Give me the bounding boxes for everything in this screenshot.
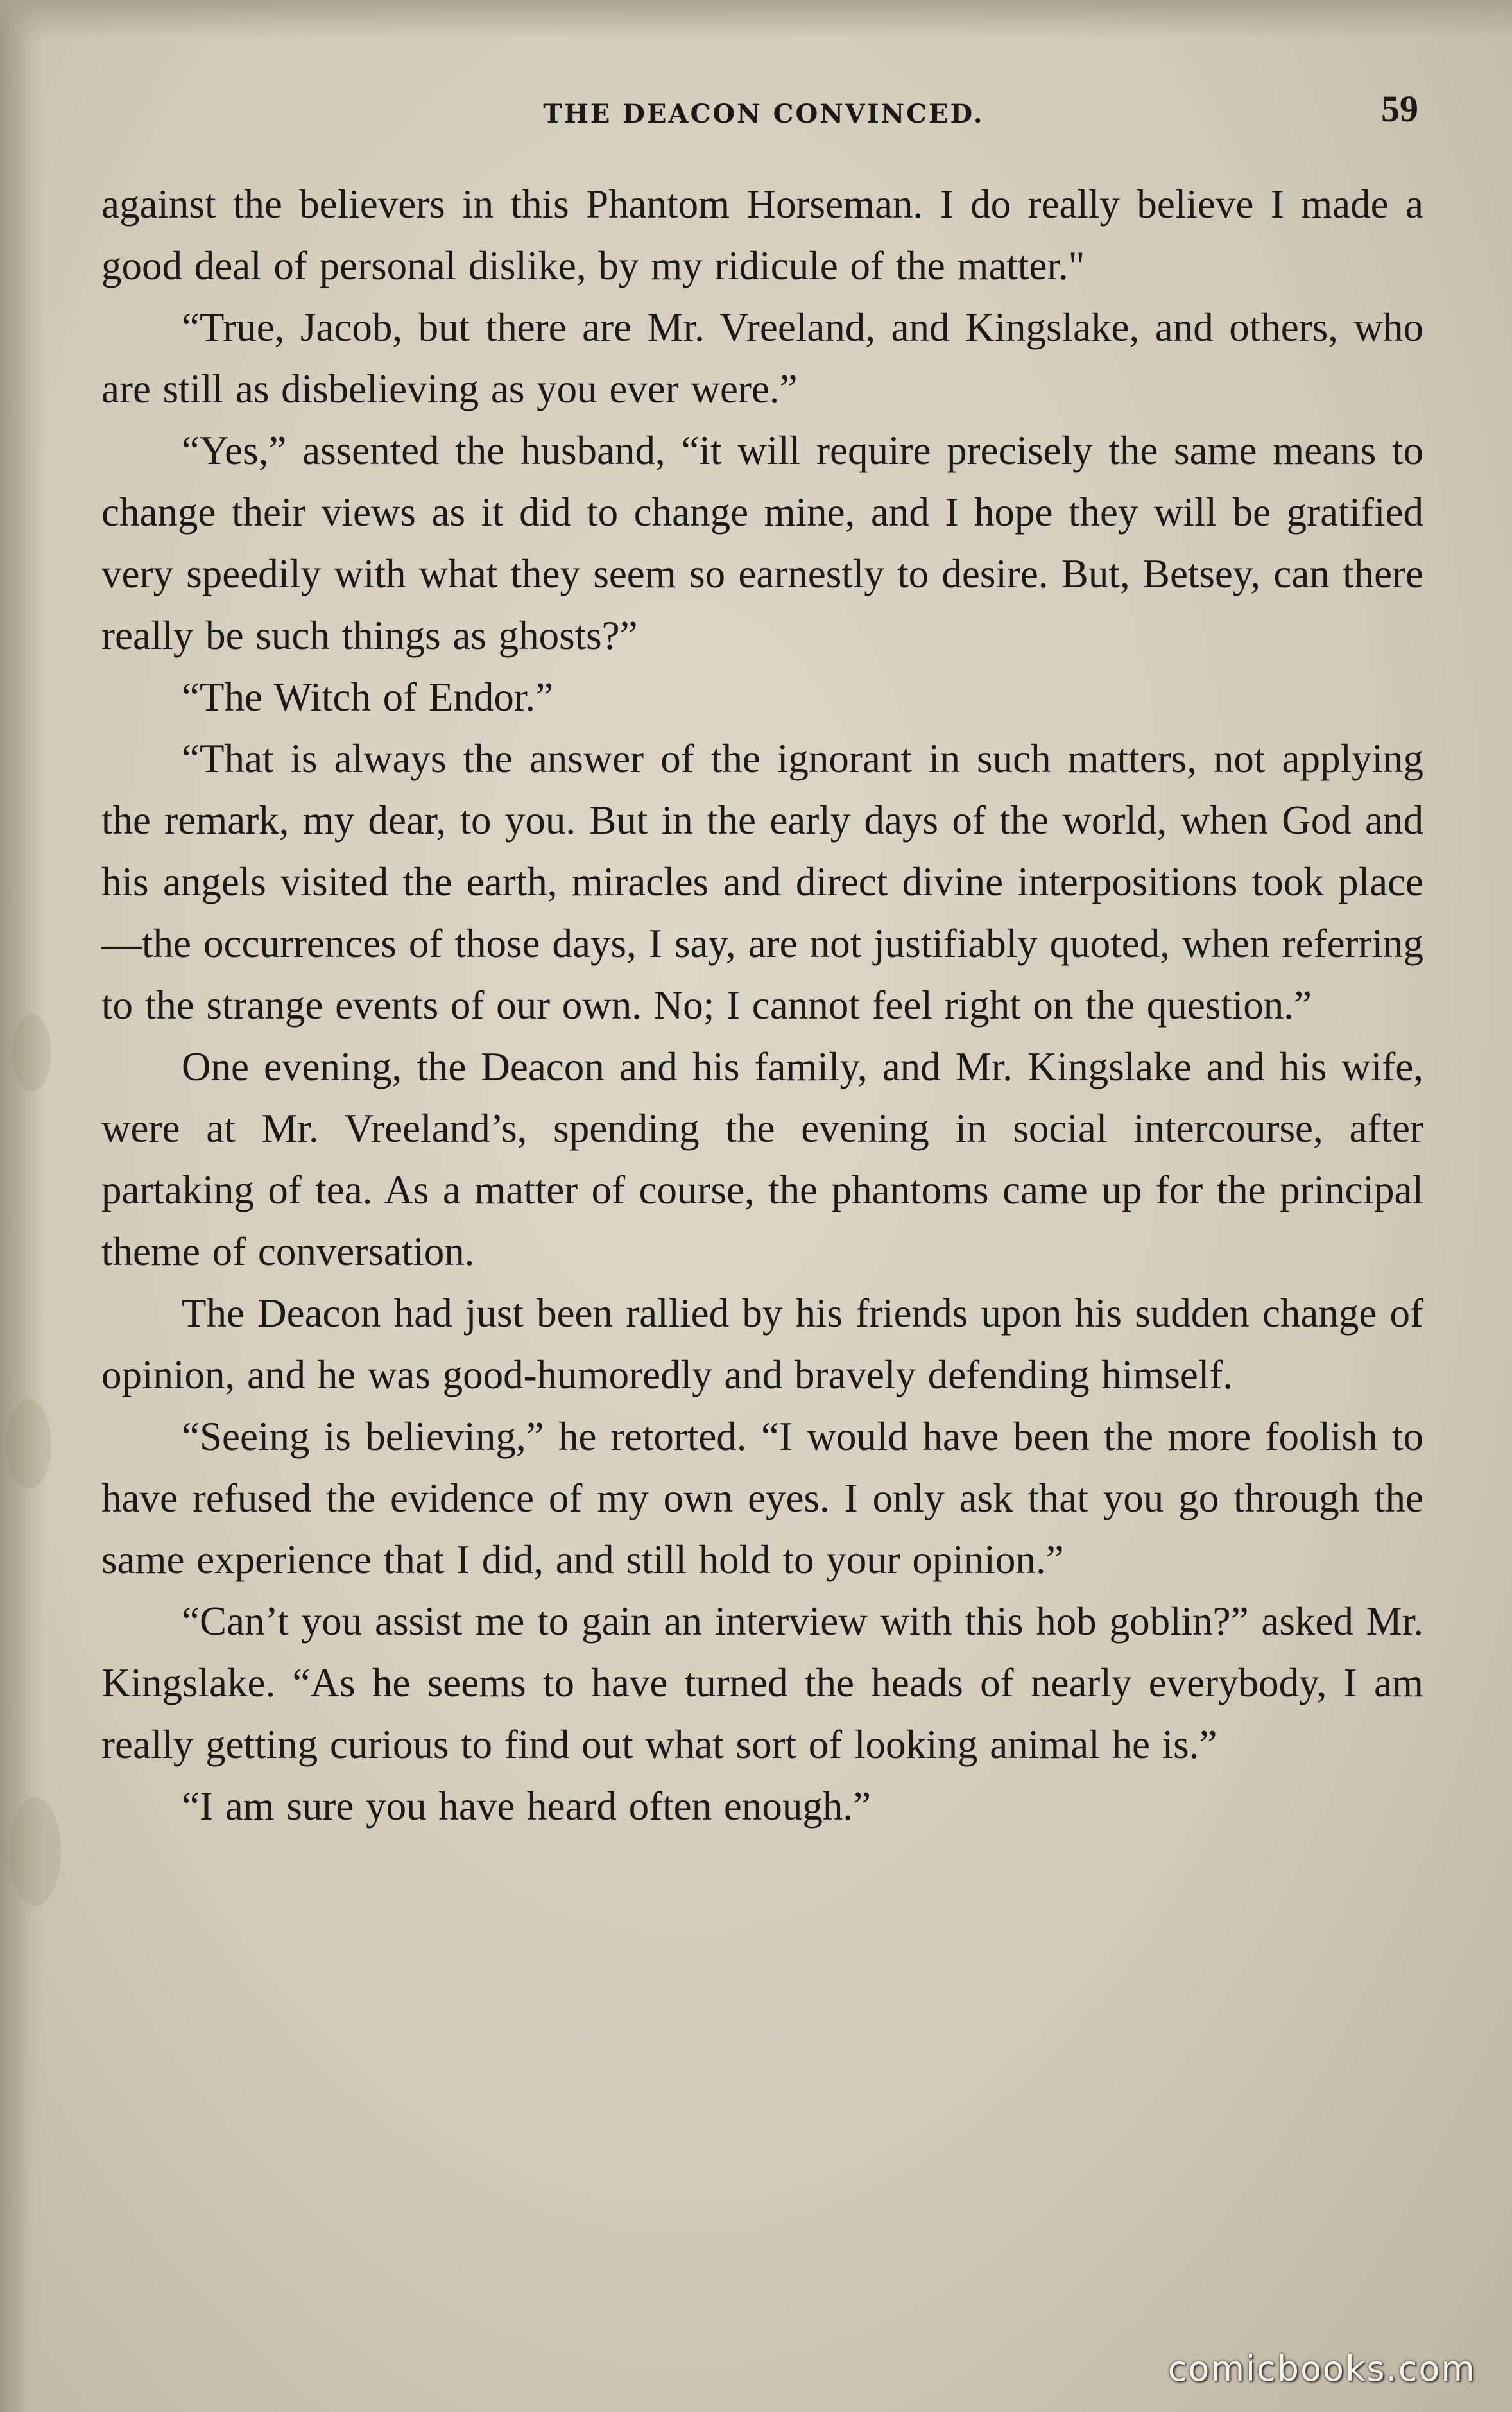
page-stain xyxy=(10,1797,61,1906)
paragraph: “That is always the answer of the ignorant in such matters, not applying the remark, my dear, to you. But in the early days of the world, when God and his angels visited the earth, miracles and direct divine interpositions took place—the occurrences of those days, I say, are not justifiably quoted, when referring to the strange events of our own. No; I cannot feel right on the question.” xyxy=(101,736,1423,1028)
paragraph: The Deacon had just been rallied by his friends upon his sudden change of opinion, and he was good-humoredly and bravely defending himself. xyxy=(101,1291,1423,1397)
watermark: comicbooks.com xyxy=(1167,2348,1476,2389)
running-title: THE DEACON CONVINCED. xyxy=(543,99,984,129)
page-top-shadow xyxy=(0,0,1512,39)
page-edge-shadow xyxy=(0,0,45,2412)
paragraph: “Yes,” assented the husband, “it will require precisely the same means to change their views as it did to change mine, and I hope they will be gratified very speedily with what they seem so earnestly to desire. But, Betsey, can there really be such things as ghosts?” xyxy=(101,428,1423,658)
page-header xyxy=(103,83,1425,135)
page-stain xyxy=(6,1399,51,1489)
paragraph: “I am sure you have heard often enough.” xyxy=(182,1784,872,1829)
paragraph: “True, Jacob, but there are Mr. Vreeland, and Kingslake, and others, who are still as disbelieving as you ever were.” xyxy=(101,305,1423,411)
paragraph: “The Witch of Endor.” xyxy=(182,675,554,719)
page-number: 59 xyxy=(1381,88,1418,130)
page-stain xyxy=(13,1014,51,1091)
body-text xyxy=(101,173,1423,1837)
paragraph: against the believers in this Phantom Horseman. I do really believe I made a good deal of personal dislike, by my ridicule of the matter." xyxy=(101,182,1423,288)
paragraph: One evening, the Deacon and his family, and Mr. Kingslake and his wife, were at Mr. Vreeland’s, spending the evening in social intercourse, after partaking of tea. As a matter of course, the phantoms came up for the principal theme of conversation. xyxy=(101,1044,1423,1274)
paragraph: “Can’t you assist me to gain an interview with this hob goblin?” asked Mr. Kingslake. “As he seems to have turned the heads of nearly everybody, I am really getting curious to find out what sort of looking animal he is.” xyxy=(101,1599,1423,1767)
paragraph: “Seeing is believing,” he retorted. “I would have been the more foolish to have refused the evidence of my own eyes. I only ask that you go through the same experience that I did, and still hold to your opinion.” xyxy=(101,1414,1423,1582)
